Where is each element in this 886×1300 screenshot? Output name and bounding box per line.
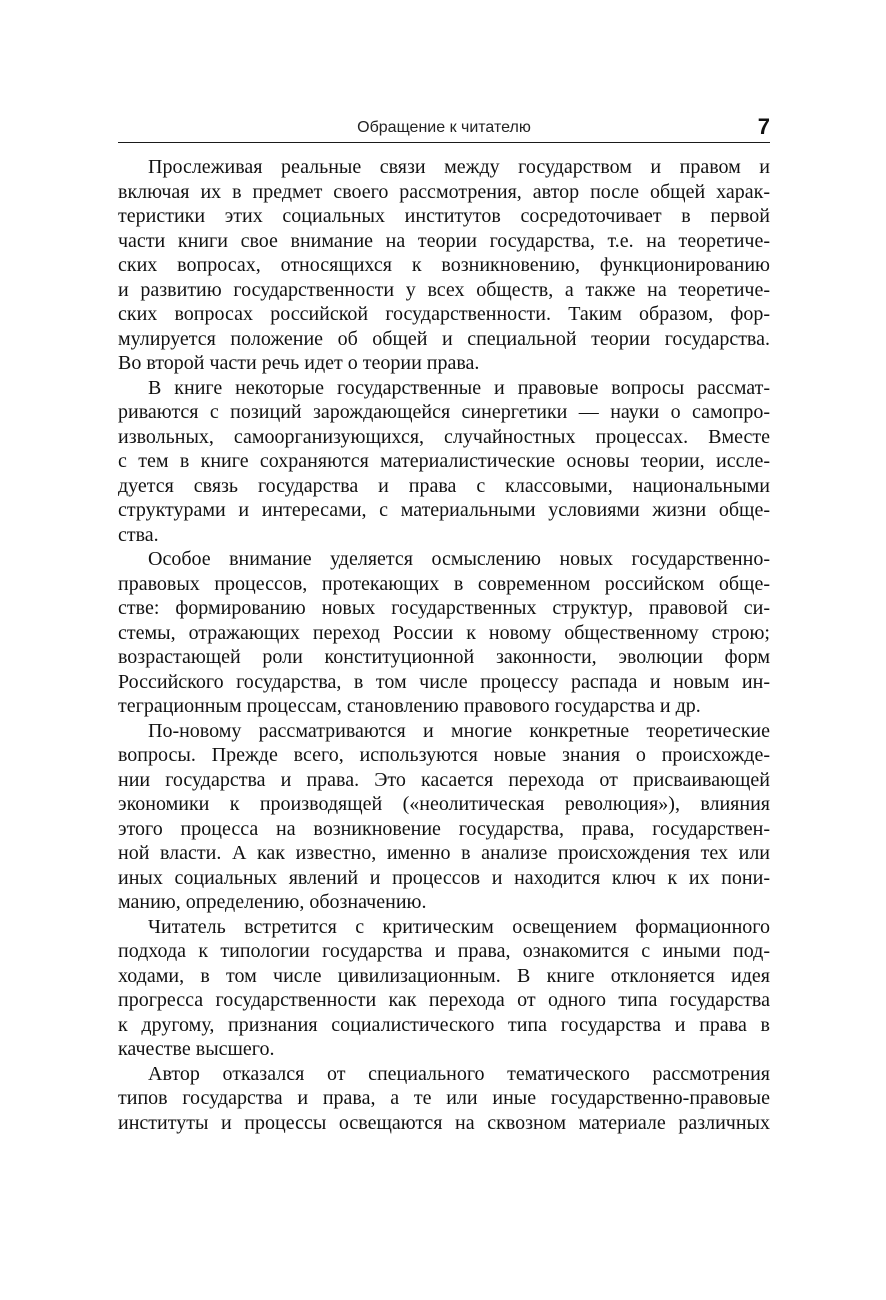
text-line: Особое внимание уделяется осмыслению новых государственно- xyxy=(148,548,770,570)
text-line: Автор отказался от специального тематического рассмотрения xyxy=(148,1062,770,1085)
text-line: включая их в предмет своего рассмотрения, автор после общей харак- xyxy=(118,180,770,203)
text-line: типов государства и права, а те или иные государственно-правовые xyxy=(118,1087,770,1109)
text-line: иных социальных явлений и процессов и находится ключ к их пони- xyxy=(118,866,770,889)
paragraph xyxy=(118,376,770,548)
paragraph xyxy=(118,1062,770,1136)
text-line: качестве высшего. xyxy=(118,1038,275,1060)
text-line: части книги свое внимание на теории государства, т.е. на теоретиче- xyxy=(118,229,770,252)
text-line: правовых процессов, протекающих в современном российском обще- xyxy=(118,572,770,595)
text-line: и развитию государственности у всех обществ, а также на теоретиче- xyxy=(118,278,770,301)
text-line: подхода к типологии государства и права, ознакомится с иными под- xyxy=(118,940,770,962)
text-line: Российского государства, в том числе процессу распада и новым ин- xyxy=(118,670,770,693)
text-line: Во второй части речь идет о теории права. xyxy=(118,352,480,374)
text-line: теграционным процессам, становлению правового государства и др. xyxy=(118,695,701,717)
text-line: возрастающей роли конституционной законности, эволюции форм xyxy=(118,646,770,668)
running-header xyxy=(118,116,770,143)
body-text xyxy=(118,155,770,1135)
text-line: извольных, самоорганизующихся, случайностных процессах. Вместе xyxy=(118,425,770,448)
text-line: вопросы. Прежде всего, используются новые знания о происхожде- xyxy=(118,744,770,766)
text-line: нии государства и права. Это касается перехода от присваивающей xyxy=(118,768,770,791)
text-line: стве: формированию новых государственных структур, правовой си- xyxy=(118,597,770,619)
text-line: В книге некоторые государственные и правовые вопросы рассмат- xyxy=(148,376,770,399)
text-line: структурами и интересами, с материальными условиями жизни обще- xyxy=(118,499,770,521)
paragraph xyxy=(118,915,770,1062)
text-line: прогресса государственности как перехода от одного типа государства xyxy=(118,989,770,1011)
text-line: По-новому рассматриваются и многие конкретные теоретические xyxy=(148,719,770,742)
text-line: с тем в книге сохраняются материалистические основы теории, иссле- xyxy=(118,450,770,472)
paragraph xyxy=(118,719,770,915)
text-line: манию, определению, обозначению. xyxy=(118,891,427,913)
text-line: ства. xyxy=(118,523,159,546)
page-number: 7 xyxy=(757,114,770,139)
text-line: теристики этих социальных институтов сосредоточивает в первой xyxy=(118,205,770,227)
text-line: мулируется положение об общей и специальной теории государства. xyxy=(118,327,770,350)
paragraph xyxy=(118,547,770,719)
text-line: дуется связь государства и права с классовыми, национальными xyxy=(118,474,770,497)
text-line: ной власти. А как известно, именно в анализе происхождения тех или xyxy=(118,842,770,864)
text-line: ских вопросах российской государственности. Таким образом, фор- xyxy=(118,303,770,325)
text-line: риваются с позиций зарождающейся синергетики — науки о самопро- xyxy=(118,401,770,423)
running-title: Обращение к читателю xyxy=(357,119,531,136)
text-line: стемы, отражающих переход России к новому общественному строю; xyxy=(118,621,770,644)
text-line: экономики к производящей («неолитическая революция»), влияния xyxy=(118,793,770,815)
text-line: Прослеживая реальные связи между государством и правом и xyxy=(148,156,770,178)
text-line: ских вопросах, относящихся к возникновению, функционированию xyxy=(118,254,770,276)
text-line: ходами, в том числе цивилизационным. В книге отклоняется идея xyxy=(118,964,770,987)
text-line: к другому, признания социалистического типа государства и права в xyxy=(118,1013,770,1036)
text-line: институты и процессы освещаются на сквозном материале различных xyxy=(118,1111,770,1134)
paragraph xyxy=(118,155,770,376)
text-line: Читатель встретится с критическим освещением формационного xyxy=(148,915,770,938)
text-line: этого процесса на возникновение государства, права, государствен- xyxy=(118,817,770,840)
